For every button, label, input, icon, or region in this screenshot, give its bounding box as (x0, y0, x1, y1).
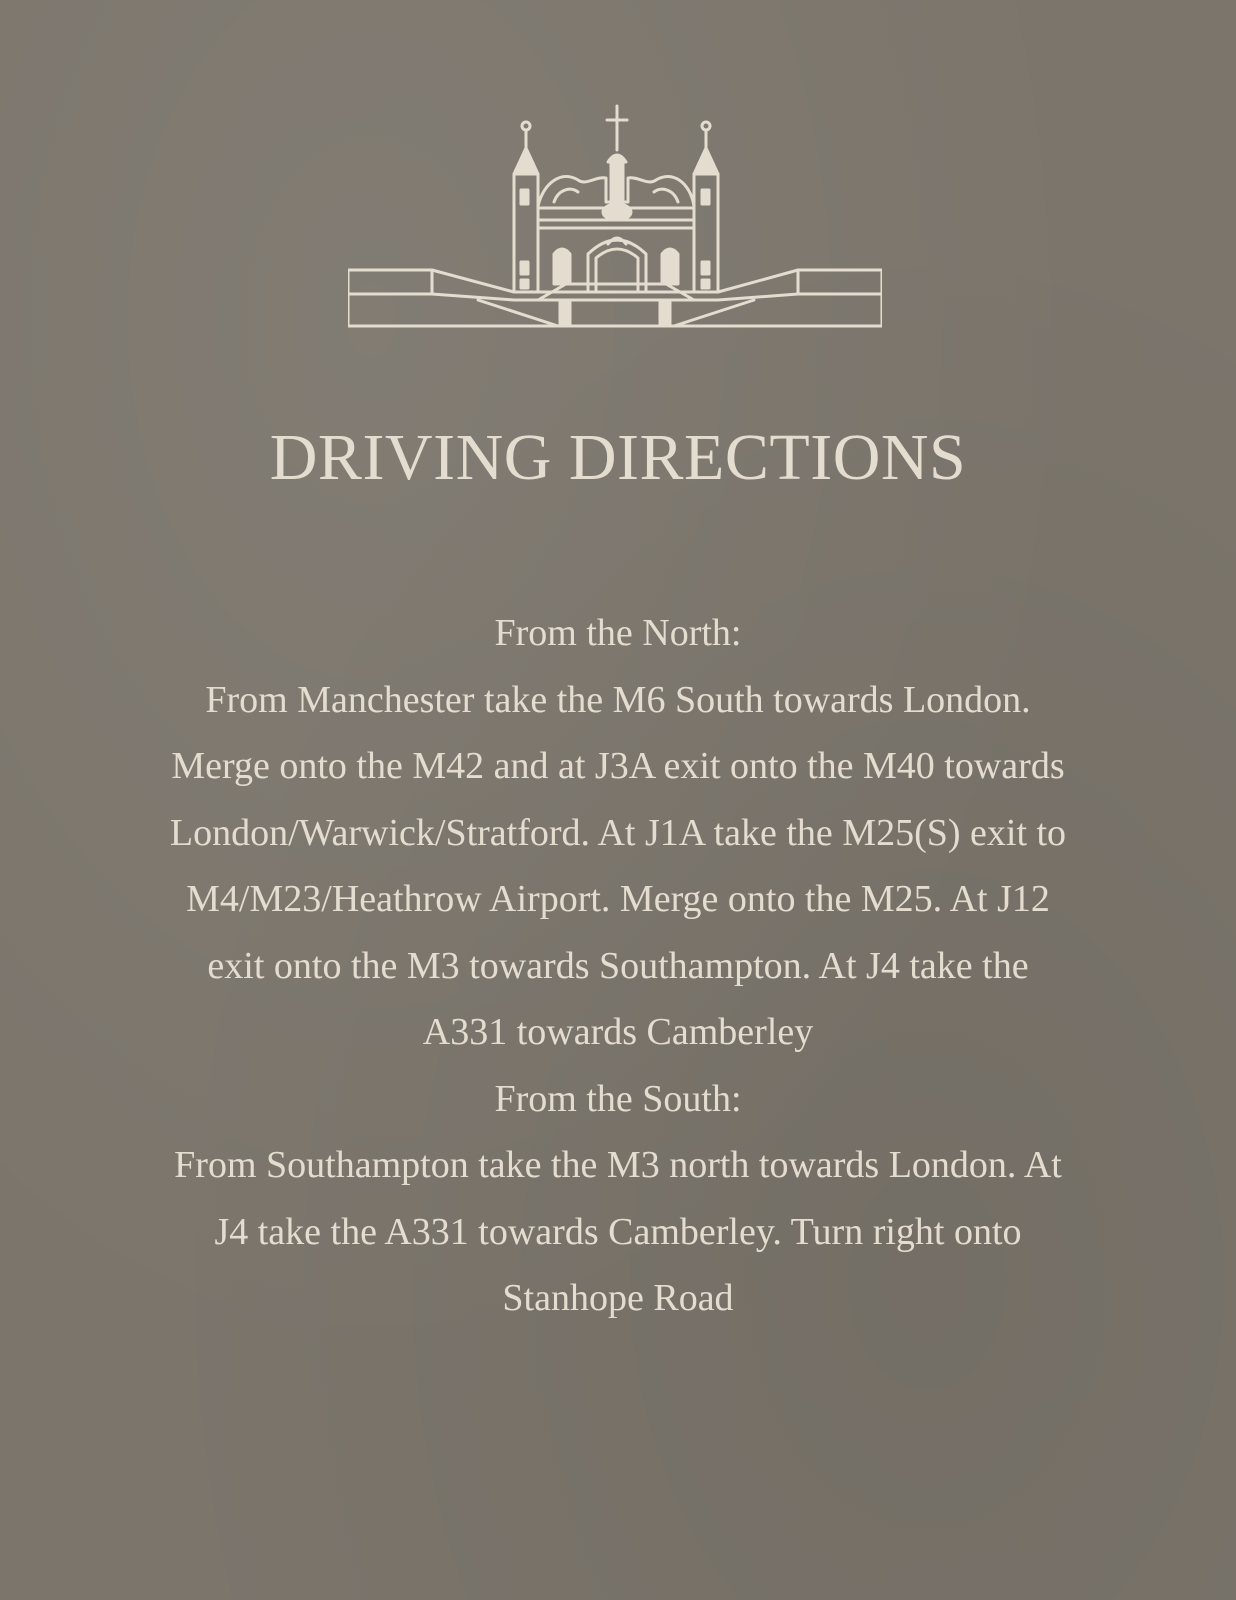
section-heading-south: From the South: (494, 1077, 742, 1120)
castle-gate-icon (348, 104, 882, 336)
directions-text (168, 600, 1068, 1332)
section-heading-north: From the North: (494, 612, 742, 654)
page-title: DRIVING DIRECTIONS (269, 421, 967, 494)
section-body-south: From Southampton take the M3 north towards London. At J4 take the A331 towards Camberley. Turn right onto Stanhope Road (174, 1144, 1062, 1319)
section-body-north: From Manchester take the M6 South towards London. Merge onto the M42 and at J3A exit onto the M40 towards London/Warwick/Stratford. At J1A take the M25(S) exit to M4/M23/Heathrow Airport. Merge onto the M25. At J12 exit onto the M3 towards Southampton. At J4 take the A331 towards Camberley (169, 678, 1067, 1053)
